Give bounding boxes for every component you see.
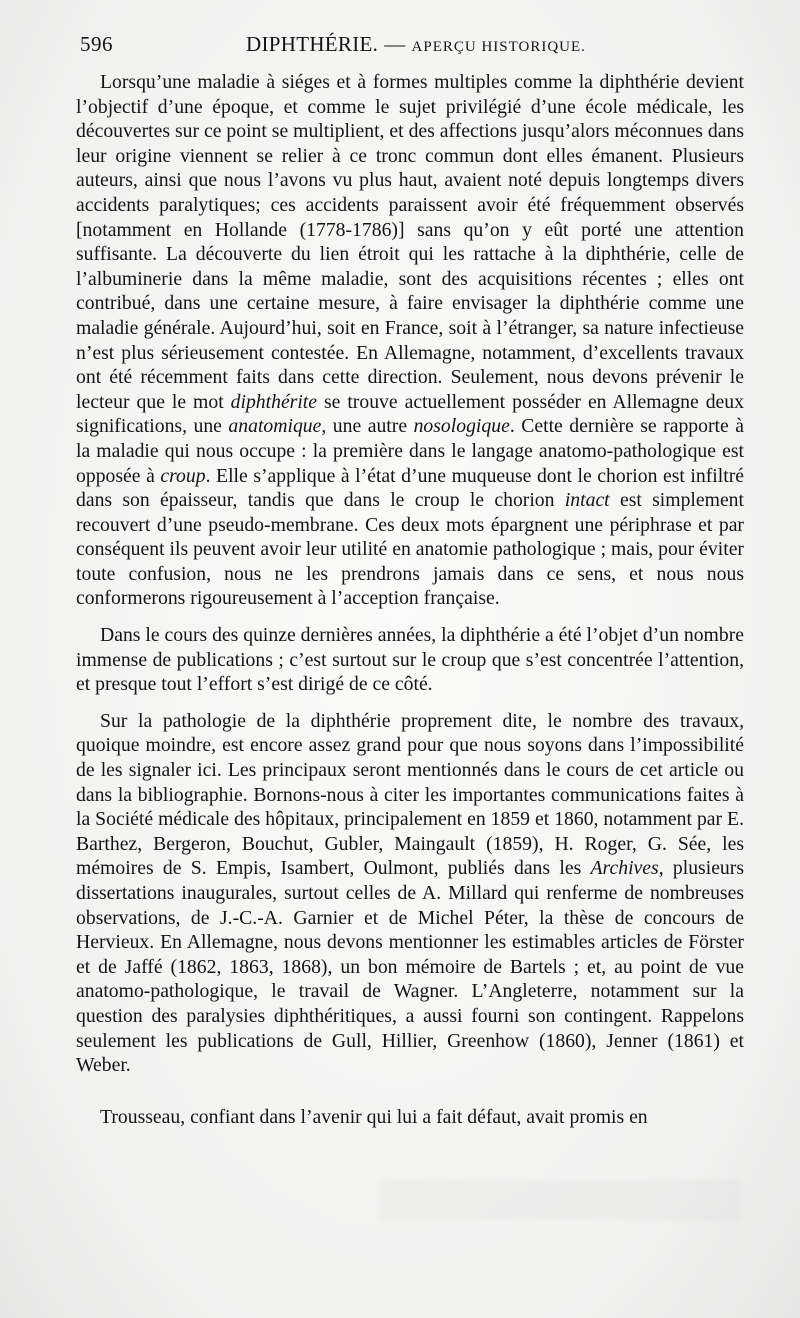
text-run: , une autre xyxy=(321,415,414,438)
text-run: Sur la pathologie de la diphthérie proprement dite, le nombre des travaux, quoique moindre, est encore assez grand pour que nous soyons dans l’impossibilité de les signaler ici. Les principaux seront mentionnés dans le cours de cet article ou dans la bibliographie. Bornons-nous à citer les importantes communications faites à la Société médicale des hôpitaux, principalement en 1859 et 1860, notamment par E. Barthez, Bergeron, Bouchut, Gubler, Maingault (1859), H. Roger, G. Sée, les mémoires de S. Empis, Isambert, Oulmont, publiés dans les xyxy=(76,709,744,880)
text-run: Dans le cours des quinze dernières années, la diphthérie a été l’objet d’un nombre immense de publications ; c’est surtout sur le croup que s’est concentrée l’attention, et presque tout l’effort s’est dirigé de ce côté. xyxy=(76,624,744,696)
running-header xyxy=(76,32,746,62)
show-through-bleed xyxy=(380,1180,740,1220)
running-title-subtitle: APERÇU HISTORIQUE. xyxy=(411,39,586,55)
page-number: 596 xyxy=(80,32,113,56)
body-text xyxy=(76,70,744,1129)
italic-term: anatomique xyxy=(228,415,322,438)
text-run: Lorsqu’une maladie à siéges et à formes multiples comme la diphthérie devient l’objectif d’une époque, et comme le sujet privilégié d’une école médicale, les découvertes sur ce point se multiplient, et des affections jusqu’alors méconnues dans leur origine viennent se relier à ce tronc commun dont elles émanent. Plusieurs auteurs, ainsi que nous l’avons vu plus haut, avaient noté depuis longtemps divers accidents paralytiques; ces accidents paraissent avoir été fréquemment observés [notamment en Hollande (1778-1786)] sans qu’on y eût porté une attention suffisante. La découverte du lien étroit qui les rattache à la diphthérie, celle de l’albuminerie dans la même maladie, sont des acquisitions récentes ; elles ont contribué, dans une certaine mesure, à faire envisager la diphthérie comme une maladie générale. Aujourd’hui, soit en France, soit à l’étranger, sa nature infectieuse n’est plus sérieusement contestée. En Allemagne, notamment, d’excellents travaux ont été récemment faits dans cette direction. Seulement, nous devons prévenir le lecteur que le mot xyxy=(76,71,744,413)
text-run: est simplement recouvert d’une pseudo-membrane. Ces deux mots épargnent une périphrase et par conséquent ils peuvent avoir leur utilité en anatomie pathologique ; mais, pour éviter toute confusion, nous ne les prendrons jamais dans ce sens, et nous nous conformerons rigoureusement à l’acception française. xyxy=(76,489,745,610)
paragraph xyxy=(76,623,744,697)
text-run: Trousseau, confiant dans l’avenir qui lui a fait défaut, avait promis en xyxy=(100,1105,648,1128)
italic-term: nosologique xyxy=(413,415,510,438)
text-run: . Cette dernière se rapporte à la maladie qui nous occupe : la première dans le langage anatomo-pathologique est opposée à xyxy=(76,415,744,487)
italic-term: intact xyxy=(564,489,610,512)
paragraph xyxy=(76,70,744,611)
italic-term: croup xyxy=(160,464,206,487)
paragraph xyxy=(76,1105,744,1130)
text-run: . Elle s’applique à l’état d’une muqueuse dont le chorion est infiltré dans son épaisseur, tandis que dans le croup le chorion xyxy=(76,464,744,512)
text-run: , plusieurs dissertations inaugurales, surtout celles de A. Millard qui renferme de nombreuses observations, de J.-C.-A. Garnier et de Michel Péter, la thèse de concours de Hervieux. En Allemagne, nous devons mentionner les estimables articles de Förster et de Jaffé (1862, 1863, 1868), un bon mémoire de Bartels ; et, au point de vue anatomo-pathologique, le travail de Wagner. L’Angleterre, notamment sur la question des paralysies diphthéritiques, a aussi fourni son contingent. Rappelons seulement les publications de Gull, Hillier, Greenhow (1860), Jenner (1861) et Weber. xyxy=(76,857,744,1077)
italic-term: diphthérite xyxy=(230,390,318,413)
italic-term: Archives xyxy=(590,857,659,880)
running-title-separator: — xyxy=(384,32,406,56)
running-title xyxy=(246,32,586,57)
paragraph xyxy=(76,709,744,1078)
running-title-main: DIPHTHÉRIE. xyxy=(246,32,379,56)
text-run: se trouve actuellement posséder en Allemagne deux significations, une xyxy=(76,390,744,438)
